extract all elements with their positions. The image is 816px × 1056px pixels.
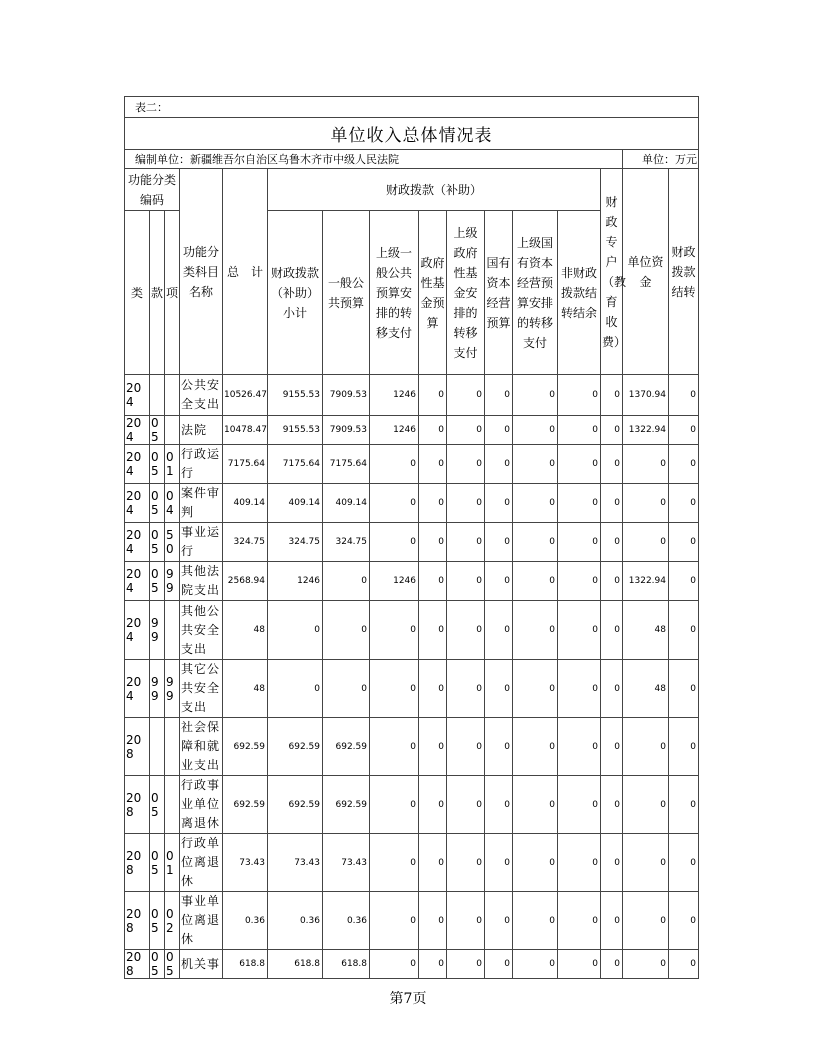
cell-value: 618.8: [268, 950, 323, 979]
table-row: [125, 484, 699, 523]
cell-value: 0: [623, 445, 669, 484]
cell-lei: 204: [125, 445, 150, 484]
cell-value: 10526.47: [223, 375, 268, 416]
cell-value: 0: [513, 523, 558, 562]
table-row: [125, 562, 699, 601]
header-carryover: 财政拨款结转: [669, 169, 699, 375]
cell-value: 0: [370, 776, 419, 834]
cell-value: 0: [601, 660, 623, 718]
compiling-unit: 编制单位：新疆维吾尔自治区乌鲁木齐市中级人民法院: [125, 150, 623, 169]
cell-value: 0: [513, 484, 558, 523]
table-label: 表二：: [125, 97, 699, 118]
cell-value: 0: [601, 601, 623, 660]
cell-value: 618.8: [323, 950, 370, 979]
cell-value: 0: [669, 484, 699, 523]
cell-value: 0: [323, 562, 370, 601]
cell-value: 0: [419, 375, 447, 416]
header-general-budget: 一般公共预算: [323, 211, 370, 375]
cell-value: 0: [485, 892, 513, 950]
cell-value: 0: [485, 660, 513, 718]
header-func-code: 功能分类编码: [125, 169, 180, 211]
cell-value: 409.14: [268, 484, 323, 523]
header-state-capital: 国有资本经营预算: [485, 211, 513, 375]
cell-xiang: 01: [165, 445, 180, 484]
cell-kuan: 05: [150, 562, 165, 601]
cell-lei: 204: [125, 523, 150, 562]
cell-value: 0: [623, 834, 669, 892]
cell-func-name: 其它公共安全支出: [180, 660, 223, 718]
table-row: [125, 375, 699, 416]
cell-value: 0: [513, 375, 558, 416]
cell-value: 692.59: [223, 776, 268, 834]
cell-value: 0: [268, 660, 323, 718]
cell-xiang: [165, 375, 180, 416]
cell-value: 0: [558, 445, 601, 484]
cell-value: 0: [419, 601, 447, 660]
cell-value: 0: [513, 718, 558, 776]
cell-value: 0: [601, 416, 623, 445]
cell-value: 0: [669, 834, 699, 892]
table-row: [125, 601, 699, 660]
currency-unit: 单位：万元: [623, 150, 699, 169]
cell-value: 48: [223, 660, 268, 718]
cell-value: 0: [323, 601, 370, 660]
cell-value: 0: [623, 484, 669, 523]
cell-value: 0: [669, 445, 699, 484]
cell-value: 0: [370, 523, 419, 562]
cell-value: 7909.53: [323, 416, 370, 445]
cell-value: 7175.64: [323, 445, 370, 484]
cell-xiang: [165, 718, 180, 776]
cell-value: 0: [513, 445, 558, 484]
cell-func-name: 事业运行: [180, 523, 223, 562]
cell-value: 0: [669, 950, 699, 979]
cell-kuan: 05: [150, 950, 165, 979]
cell-value: 0: [370, 445, 419, 484]
cell-func-name: 其他公共安全支出: [180, 601, 223, 660]
cell-value: 7175.64: [268, 445, 323, 484]
cell-value: 0: [669, 416, 699, 445]
cell-value: 0: [447, 660, 485, 718]
cell-value: 2568.94: [223, 562, 268, 601]
cell-value: 1246: [268, 562, 323, 601]
cell-func-name: 行政运行: [180, 445, 223, 484]
cell-func-name: 行政事业单位离退休: [180, 776, 223, 834]
table-row: [125, 523, 699, 562]
header-upper-gov-fund: 上级政府性基金安排的转移支付: [447, 211, 485, 375]
cell-value: 0: [323, 660, 370, 718]
cell-kuan: 05: [150, 445, 165, 484]
cell-value: 692.59: [268, 776, 323, 834]
cell-value: 0: [485, 416, 513, 445]
cell-value: 0: [370, 834, 419, 892]
header-unit-funds: 单位资金: [623, 169, 669, 375]
cell-func-name: 其他法院支出: [180, 562, 223, 601]
cell-value: 73.43: [223, 834, 268, 892]
cell-xiang: [165, 776, 180, 834]
cell-lei: 204: [125, 562, 150, 601]
cell-value: 0: [623, 718, 669, 776]
cell-value: 0: [513, 601, 558, 660]
cell-value: 0: [447, 601, 485, 660]
page-number: 第7页: [389, 991, 427, 1007]
cell-value: 0: [447, 834, 485, 892]
cell-lei: 204: [125, 375, 150, 416]
cell-func-name: 法院: [180, 416, 223, 445]
cell-value: 1246: [370, 562, 419, 601]
cell-value: 0: [447, 484, 485, 523]
cell-value: 48: [623, 601, 669, 660]
cell-lei: 204: [125, 660, 150, 718]
cell-value: 692.59: [223, 718, 268, 776]
header-non-fiscal-carryover: 非财政拨款结转结余: [558, 211, 601, 375]
cell-lei: 204: [125, 601, 150, 660]
cell-xiang: 99: [165, 562, 180, 601]
cell-value: 48: [223, 601, 268, 660]
cell-value: 0: [558, 562, 601, 601]
cell-value: 0: [601, 892, 623, 950]
cell-value: 0: [419, 950, 447, 979]
cell-value: 324.75: [268, 523, 323, 562]
cell-value: 0: [485, 375, 513, 416]
cell-xiang: 50: [165, 523, 180, 562]
cell-value: 73.43: [268, 834, 323, 892]
cell-kuan: 05: [150, 776, 165, 834]
cell-kuan: 05: [150, 892, 165, 950]
cell-value: 0: [447, 562, 485, 601]
cell-kuan: 99: [150, 660, 165, 718]
cell-lei: 208: [125, 776, 150, 834]
cell-value: 0: [485, 776, 513, 834]
cell-kuan: 99: [150, 601, 165, 660]
cell-value: 0: [669, 660, 699, 718]
cell-xiang: [165, 601, 180, 660]
cell-value: 0: [419, 776, 447, 834]
cell-kuan: 05: [150, 834, 165, 892]
cell-func-name: 社会保障和就业支出: [180, 718, 223, 776]
cell-func-name: 机关事: [180, 950, 223, 979]
cell-value: 0: [558, 484, 601, 523]
cell-lei: 204: [125, 416, 150, 445]
cell-value: 0: [370, 601, 419, 660]
table-row: [125, 718, 699, 776]
table-row: [125, 416, 699, 445]
cell-value: 0: [419, 445, 447, 484]
cell-value: 7909.53: [323, 375, 370, 416]
cell-value: 0: [669, 523, 699, 562]
cell-value: 0: [513, 562, 558, 601]
header-xiang: 项: [165, 211, 180, 375]
cell-value: 0: [419, 416, 447, 445]
cell-value: 0: [268, 601, 323, 660]
cell-value: 0: [623, 950, 669, 979]
cell-value: 0: [370, 660, 419, 718]
cell-xiang: 99: [165, 660, 180, 718]
cell-value: 73.43: [323, 834, 370, 892]
header-upper-state-capital: 上级国有资本经营预算安排的转移支付: [513, 211, 558, 375]
cell-lei: 208: [125, 892, 150, 950]
header-fiscal-subtotal: 财政拨款（补助）小计: [268, 211, 323, 375]
cell-func-name: 公共安全支出: [180, 375, 223, 416]
cell-lei: 208: [125, 950, 150, 979]
cell-value: 0: [669, 718, 699, 776]
cell-value: 0: [419, 718, 447, 776]
cell-value: 0: [447, 892, 485, 950]
report-sheet: [124, 96, 698, 979]
cell-value: 0: [513, 834, 558, 892]
cell-lei: 208: [125, 834, 150, 892]
cell-value: 324.75: [323, 523, 370, 562]
cell-func-name: 行政单位离退休: [180, 834, 223, 892]
cell-xiang: 01: [165, 834, 180, 892]
cell-lei: 208: [125, 718, 150, 776]
cell-value: 692.59: [268, 718, 323, 776]
income-table: [124, 96, 699, 979]
cell-value: 0: [419, 523, 447, 562]
header-special-account: 财政专户（教育收费）: [601, 169, 623, 375]
cell-value: 0: [485, 718, 513, 776]
cell-value: 1322.94: [623, 416, 669, 445]
cell-value: 0: [370, 892, 419, 950]
cell-value: 0: [485, 834, 513, 892]
cell-value: 0: [513, 776, 558, 834]
page-title: 单位收入总体情况表: [125, 118, 699, 150]
cell-value: 10478.47: [223, 416, 268, 445]
cell-value: 0: [558, 718, 601, 776]
cell-value: 9155.53: [268, 416, 323, 445]
cell-value: 0: [558, 892, 601, 950]
cell-value: 0: [623, 892, 669, 950]
cell-value: 9155.53: [268, 375, 323, 416]
cell-value: 0: [447, 523, 485, 562]
cell-value: 0: [623, 523, 669, 562]
cell-kuan: 05: [150, 523, 165, 562]
cell-value: 0: [419, 834, 447, 892]
cell-value: 0: [485, 523, 513, 562]
cell-kuan: 05: [150, 416, 165, 445]
cell-value: 0: [669, 562, 699, 601]
cell-value: 0: [485, 445, 513, 484]
table-row: [125, 950, 699, 979]
cell-value: 0: [558, 416, 601, 445]
cell-value: 0: [601, 718, 623, 776]
cell-value: 1322.94: [623, 562, 669, 601]
header-func-name: 功能分类科目名称: [180, 169, 223, 375]
cell-value: 0: [601, 950, 623, 979]
cell-value: 0: [513, 950, 558, 979]
cell-value: 0: [447, 445, 485, 484]
cell-value: 0: [669, 892, 699, 950]
cell-xiang: [165, 416, 180, 445]
cell-value: 0: [485, 484, 513, 523]
cell-value: 0: [558, 660, 601, 718]
cell-kuan: [150, 718, 165, 776]
cell-kuan: [150, 375, 165, 416]
cell-value: 0: [447, 375, 485, 416]
header-upper-general: 上级一般公共预算安排的转移支付: [370, 211, 419, 375]
cell-value: 409.14: [223, 484, 268, 523]
cell-value: 0: [485, 601, 513, 660]
cell-value: 0: [558, 375, 601, 416]
cell-value: 0: [601, 834, 623, 892]
table-row: [125, 892, 699, 950]
table-row: [125, 445, 699, 484]
cell-func-name: 案件审判: [180, 484, 223, 523]
cell-value: 0: [485, 562, 513, 601]
cell-value: 0: [669, 375, 699, 416]
cell-value: 0: [419, 484, 447, 523]
cell-xiang: 02: [165, 892, 180, 950]
cell-kuan: 05: [150, 484, 165, 523]
cell-value: 0.36: [268, 892, 323, 950]
header-gov-fund: 政府性基金预算: [419, 211, 447, 375]
cell-value: 7175.64: [223, 445, 268, 484]
cell-value: 0: [447, 718, 485, 776]
cell-value: 0: [419, 562, 447, 601]
cell-value: 0: [419, 660, 447, 718]
cell-value: 1370.94: [623, 375, 669, 416]
cell-value: 0: [370, 718, 419, 776]
cell-value: 0: [558, 523, 601, 562]
cell-value: 0: [513, 660, 558, 718]
cell-value: 0: [558, 776, 601, 834]
cell-value: 0: [601, 562, 623, 601]
cell-value: 618.8: [223, 950, 268, 979]
cell-value: 0: [513, 892, 558, 950]
cell-value: 0: [558, 601, 601, 660]
cell-func-name: 事业单位离退休: [180, 892, 223, 950]
cell-value: 0: [623, 776, 669, 834]
cell-value: 0: [601, 445, 623, 484]
cell-value: 0: [370, 950, 419, 979]
cell-value: 692.59: [323, 718, 370, 776]
cell-value: 0: [601, 776, 623, 834]
table-row: [125, 776, 699, 834]
cell-xiang: 04: [165, 484, 180, 523]
cell-value: 0: [601, 523, 623, 562]
cell-value: 0: [419, 892, 447, 950]
cell-value: 48: [623, 660, 669, 718]
cell-value: 409.14: [323, 484, 370, 523]
cell-value: 0.36: [223, 892, 268, 950]
table-row: [125, 660, 699, 718]
cell-value: 0: [370, 484, 419, 523]
cell-value: 324.75: [223, 523, 268, 562]
cell-value: 0: [447, 416, 485, 445]
cell-lei: 204: [125, 484, 150, 523]
cell-value: 692.59: [323, 776, 370, 834]
cell-value: 1246: [370, 416, 419, 445]
cell-value: 0: [669, 776, 699, 834]
cell-value: 0: [513, 416, 558, 445]
cell-value: 0: [558, 950, 601, 979]
header-fiscal-group: 财政拨款（补助）: [268, 169, 601, 211]
cell-value: 0: [601, 375, 623, 416]
cell-value: 1246: [370, 375, 419, 416]
header-kuan: 款: [150, 211, 165, 375]
cell-value: 0: [558, 834, 601, 892]
cell-value: 0: [485, 950, 513, 979]
header-lei: 类: [125, 211, 150, 375]
header-total: 总 计: [223, 169, 268, 375]
cell-value: 0: [447, 950, 485, 979]
cell-value: 0: [601, 484, 623, 523]
cell-value: 0: [669, 601, 699, 660]
cell-value: 0: [447, 776, 485, 834]
table-row: [125, 834, 699, 892]
cell-xiang: 05: [165, 950, 180, 979]
cell-value: 0.36: [323, 892, 370, 950]
